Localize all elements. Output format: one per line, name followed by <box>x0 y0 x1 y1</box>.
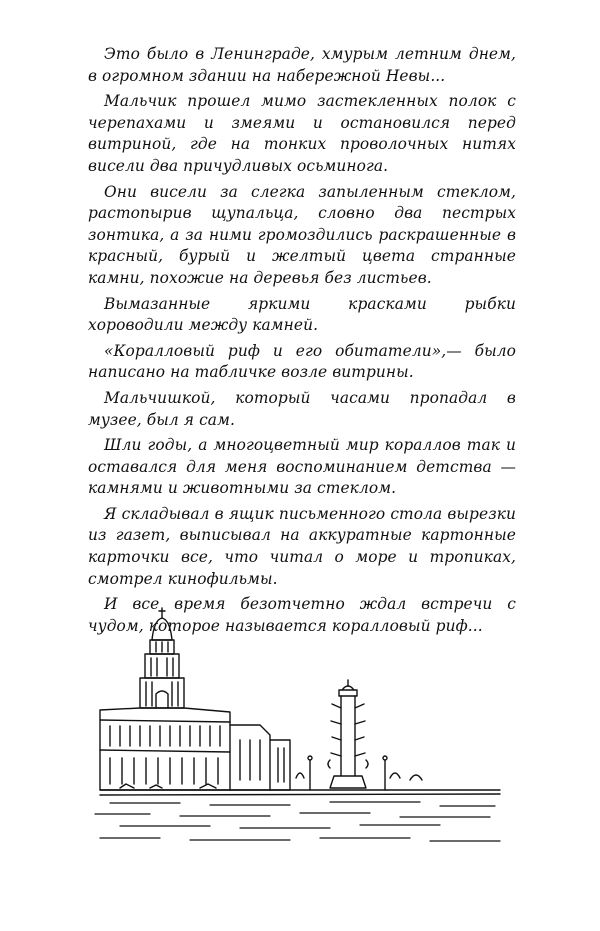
rostral-column <box>328 680 368 788</box>
river-neva-water <box>95 802 500 841</box>
neva-embankment-illustration <box>90 600 510 850</box>
museum-building <box>100 708 290 790</box>
paragraph-5: «Коралловый риф и его обитатели»,— было написано на табличке возле витрины. <box>88 341 516 382</box>
paragraph-8: Я складывал в ящик письменного стола вырезки из газет, выписывал на аккуратные картонные карточки все, что читал о море и тропиках, смотрел кинофильмы. <box>88 504 516 588</box>
embankment <box>100 784 500 795</box>
paragraph-3: Они висели за слегка запыленным стеклом, растопырив щупальца, словно два пестрых зонтика, а за ними громоздились раскрашенные в красный, бурый и желтый цвета странные камни, похожие на деревья без листьев. <box>88 182 516 287</box>
embankment-lamps <box>296 756 422 790</box>
body-text <box>88 44 516 641</box>
kunstkamera-tower <box>140 608 184 708</box>
paragraph-9: И все время безотчетно ждал встречи с чудом, которое называется коралловый риф... <box>88 595 516 635</box>
paragraph-7: Шли годы, а многоцветный мир кораллов так и оставался для меня воспоминанием детства — камнями и животными за стеклом. <box>88 436 516 498</box>
paragraph-6: Мальчишкой, который часами пропадал в музее, был я сам. <box>88 388 516 429</box>
paragraph-1: Это было в Ленинграде, хмурым летним днем, в огромном здании на набережной Невы... <box>88 45 516 85</box>
paragraph-2: Мальчик прошел мимо застекленных полок с черепахами и змеями и остановился перед витриной, где на тонких проволочных нитях висели два причудливых осьминога. <box>88 92 516 175</box>
paragraph-4: Вымазанные яркими красками рыбки хороводили между камней. <box>88 294 516 335</box>
